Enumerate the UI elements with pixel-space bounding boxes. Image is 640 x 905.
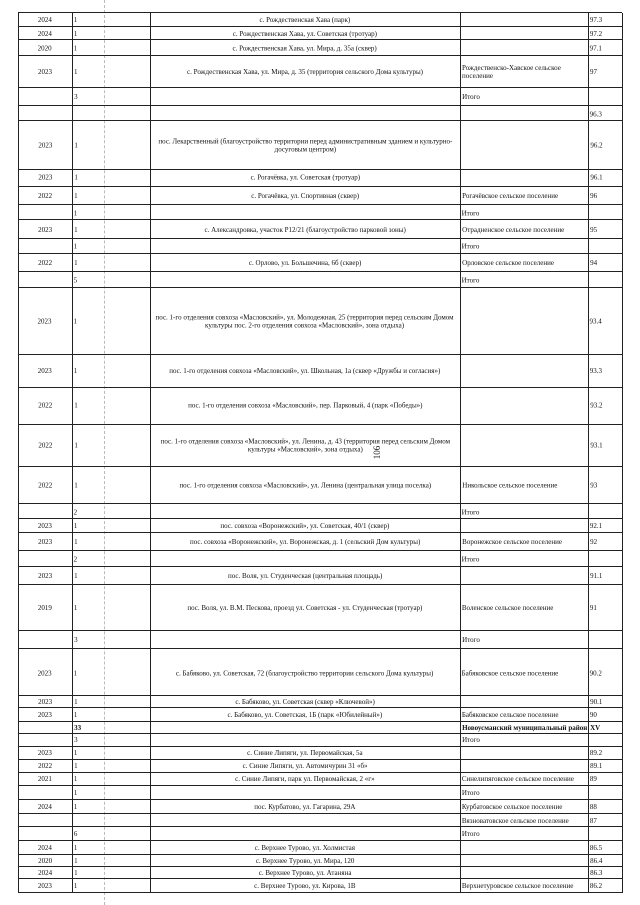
cell-num: 93.4 bbox=[589, 317, 603, 326]
cell-count: 1 bbox=[73, 402, 78, 411]
cell-count: 1 bbox=[73, 711, 78, 720]
cell-address: пос. 1-го отделения совхоза «Масловский», ул. Молодежная, 25 (территория перед сельским Домом культуры пос. 2-го отделения совхоза «Масловский», зона отдыха) bbox=[155, 313, 454, 330]
cell-num: 88 bbox=[589, 802, 597, 811]
cell-year: 2023 bbox=[37, 882, 52, 891]
cell-settlement: Итого bbox=[461, 507, 480, 516]
cell-year: 2023 bbox=[37, 522, 52, 531]
cell-count: 6 bbox=[73, 830, 78, 839]
cell-year: 2020 bbox=[37, 44, 52, 53]
cell-num: 96.3 bbox=[589, 109, 603, 118]
cell-count: 3 bbox=[73, 635, 78, 644]
cell-num: 86.4 bbox=[589, 856, 603, 865]
cell-num: 87 bbox=[589, 816, 597, 825]
cell-settlement: Бабяковское сельское поселение bbox=[461, 668, 559, 677]
cell-address: пос. Лекарственный (благоустройство территории перед административным зданием и культурно-досуговым центром) bbox=[157, 137, 452, 154]
cell-address: с. Бабяково, ул. Советская, 72 (благоустройство территории сельского Дома культуры) bbox=[176, 668, 434, 677]
cell-num: XV bbox=[589, 724, 601, 733]
cell-count: 1 bbox=[73, 208, 78, 217]
cell-settlement: Рогачёвское сельское поселение bbox=[461, 192, 558, 201]
cell-year: 2023 bbox=[37, 668, 52, 677]
cell-count: 1 bbox=[73, 192, 78, 201]
cell-address: с. Верхнее Турово, ул. Атаняна bbox=[258, 869, 352, 878]
cell-num: 91.1 bbox=[589, 571, 603, 580]
cell-settlement: Итого bbox=[461, 275, 480, 284]
cell-address: с. Синие Липяги, ул. Автомичурин 31 «б» bbox=[242, 762, 368, 771]
cell-settlement: Синелипяговское сельское поселение bbox=[461, 775, 575, 784]
cell-count: 1 bbox=[73, 869, 78, 878]
cell-year: 2022 bbox=[37, 481, 52, 490]
cell-num: 86.3 bbox=[589, 869, 603, 878]
cell-count: 2 bbox=[73, 555, 78, 563]
cell-count: 5 bbox=[73, 275, 78, 284]
cell-num: 86.2 bbox=[589, 882, 603, 891]
cell-count: 1 bbox=[73, 15, 78, 24]
cell-year: 2023 bbox=[37, 367, 52, 376]
cell-address: пос. 1-го отделения совхоза «Масловский», ул. Школьная, 1а (сквер «Дружбы и согласия») bbox=[169, 367, 441, 376]
cell-address: с. Рождественская Хава, ул. Мира, д. 35 (территория сельского Дома культуры) bbox=[187, 67, 423, 76]
cell-num: 91 bbox=[589, 603, 597, 612]
cell-year: 2023 bbox=[37, 174, 52, 183]
cell-settlement: Верхнетуровское сельское поселение bbox=[461, 882, 574, 891]
cell-num: 90.2 bbox=[589, 668, 603, 677]
cell-count: 1 bbox=[73, 174, 78, 183]
cell-count: 1 bbox=[73, 698, 78, 707]
cell-settlement: Рождественско-Хавское сельское поселение bbox=[461, 63, 561, 80]
cell-count: 1 bbox=[73, 225, 78, 234]
cell-num: 90.1 bbox=[589, 698, 603, 707]
cell-address: пос. Курбатово, ул. Гагарина, 29А bbox=[254, 802, 356, 811]
cell-year: 2023 bbox=[37, 225, 52, 234]
cell-settlement: Отрадненское сельское поселение bbox=[461, 225, 565, 234]
cell-num: 92 bbox=[589, 538, 597, 547]
cell-settlement: Итого bbox=[461, 830, 480, 839]
cell-year: 2022 bbox=[37, 192, 52, 201]
cell-settlement: Вязноватовское сельское поселение bbox=[461, 816, 569, 825]
cell-year: 2020 bbox=[37, 856, 52, 865]
cell-year: 2024 bbox=[37, 802, 52, 811]
cell-count: 1 bbox=[73, 141, 78, 150]
cell-address: пос. Воля, ул. В.М. Пескова, проезд ул. Советская - ул. Студенческая (тротуар) bbox=[187, 603, 423, 612]
cell-address: с. Орлово, ул. Большечина, 6б (сквер) bbox=[248, 259, 362, 268]
cell-count: 1 bbox=[73, 442, 78, 451]
cell-year: 2024 bbox=[37, 29, 52, 38]
cell-count: 1 bbox=[73, 44, 78, 53]
cell-address: с. Бабяково, ул. Советская (сквер «Ключевой») bbox=[235, 698, 375, 707]
cell-num: 89.1 bbox=[589, 762, 603, 771]
cell-address: с. Верхнее Турово, ул. Мира, 120 bbox=[255, 856, 355, 865]
cell-address: пос. 1-го отделения совхоза «Масловский», ул. Ленина (центральная улица поселка) bbox=[179, 481, 431, 490]
cell-count: 1 bbox=[73, 749, 78, 758]
cell-year: 2023 bbox=[37, 749, 52, 758]
cell-year: 2022 bbox=[37, 259, 52, 268]
cell-address: с. Рогачёвка, ул. Советская (тротуар) bbox=[250, 174, 360, 183]
cell-num: 97 bbox=[589, 67, 597, 76]
cell-address: пос. 1-го отделения совхоза «Масловский», пер. Парковый, 4 (парк «Победы») bbox=[187, 402, 423, 411]
cell-settlement: Итого bbox=[461, 242, 480, 251]
cell-address: с. Рождественская Хава, ул. Советская (тротуар) bbox=[232, 29, 378, 38]
cell-count: 1 bbox=[73, 856, 78, 865]
cell-count: 1 bbox=[73, 762, 78, 771]
cell-num: 93.3 bbox=[589, 367, 603, 376]
cell-address: пос. Воля, ул. Студенческая (центральная площадь) bbox=[227, 571, 383, 580]
cell-settlement: Итого bbox=[461, 789, 480, 798]
cell-settlement: Итого bbox=[461, 555, 480, 563]
cell-count: 1 bbox=[73, 538, 78, 547]
cell-settlement: Итого bbox=[461, 736, 480, 745]
cell-num: 96 bbox=[589, 192, 597, 201]
cell-count: 3 bbox=[73, 92, 78, 101]
cell-year: 2022 bbox=[37, 762, 52, 771]
cell-address: с. Рождественская Хава (парк) bbox=[259, 15, 351, 24]
cell-count: 1 bbox=[73, 882, 78, 891]
cell-settlement: Итого bbox=[461, 208, 480, 217]
cell-address: пос. совхоза «Воронежский», ул. Воронежская, д. 1 (сельский Дом культуры) bbox=[189, 538, 421, 547]
cell-count: 1 bbox=[73, 242, 78, 251]
cell-settlement: Бабяковское сельское поселение bbox=[461, 711, 559, 720]
cell-year: 2022 bbox=[37, 442, 52, 451]
cell-num: 92.1 bbox=[589, 522, 603, 531]
cell-address: с. Рождественская Хава, ул. Мира, д. 35а (сквер) bbox=[232, 44, 378, 53]
cell-address: с. Синие Липяги, парк ул. Первомайская, 2 «г» bbox=[235, 775, 375, 784]
cell-address: с. Верхнее Турово, ул. Холмистая bbox=[254, 844, 356, 852]
cell-count: 1 bbox=[73, 844, 78, 853]
cell-address: с. Рогачёвка, ул. Спортивная (сквер) bbox=[251, 192, 359, 201]
cell-count: 1 bbox=[73, 481, 78, 490]
cell-count: 1 bbox=[73, 317, 78, 326]
cell-num: 90 bbox=[589, 711, 597, 720]
cell-address: пос. совхоза «Воронежский», ул. Советская, 40/1 (сквер) bbox=[220, 522, 390, 531]
cell-count: 3 bbox=[73, 736, 78, 745]
cell-year: 2023 bbox=[37, 571, 52, 580]
cell-year: 2024 bbox=[37, 844, 52, 853]
cell-num: 95 bbox=[589, 225, 597, 234]
cell-num: 93.1 bbox=[589, 442, 603, 451]
page-number: 106 bbox=[372, 445, 382, 460]
cell-count: 33 bbox=[73, 724, 81, 733]
cell-num: 96.1 bbox=[589, 174, 603, 183]
cell-year: 2019 bbox=[37, 603, 52, 612]
cell-settlement: Курбатовское сельское поселение bbox=[461, 802, 563, 811]
cell-count: 1 bbox=[73, 571, 78, 580]
cell-year: 2023 bbox=[37, 711, 52, 720]
cell-count: 1 bbox=[73, 367, 78, 376]
cell-settlement: Итого bbox=[461, 92, 480, 101]
cell-address: с. Бабяково, ул. Советская, 1Б (парк «Юбилейный») bbox=[227, 711, 383, 720]
cell-count: 1 bbox=[73, 522, 78, 531]
cell-year: 2023 bbox=[37, 141, 52, 150]
cell-count: 1 bbox=[73, 29, 78, 38]
cell-settlement: Никольское сельское поселение bbox=[461, 481, 558, 490]
cell-num: 94 bbox=[589, 259, 597, 268]
cell-year: 2023 bbox=[37, 67, 52, 76]
cell-year: 2023 bbox=[37, 698, 52, 707]
cell-settlement: Воленское сельское поселение bbox=[461, 603, 554, 612]
cell-settlement: Орловское сельское поселение bbox=[461, 259, 554, 268]
cell-year: 2024 bbox=[37, 869, 52, 878]
cell-year: 2023 bbox=[37, 538, 52, 547]
cell-count: 1 bbox=[73, 259, 78, 268]
cell-settlement: Воронежское сельское поселение bbox=[461, 538, 562, 547]
cell-year: 2021 bbox=[37, 775, 52, 784]
cell-settlement: Новоусманский муниципальный район bbox=[461, 724, 588, 733]
cell-num: 93.2 bbox=[589, 402, 603, 411]
cell-num: 97.2 bbox=[589, 29, 603, 38]
cell-num: 93 bbox=[589, 481, 597, 490]
cell-year: 2022 bbox=[37, 402, 52, 411]
cell-count: 1 bbox=[73, 789, 78, 798]
cell-settlement: Итого bbox=[461, 635, 480, 644]
cell-count: 1 bbox=[73, 603, 78, 612]
cell-num: 97.1 bbox=[589, 44, 603, 53]
cell-num: 89.2 bbox=[589, 749, 603, 758]
cell-address: с. Синие Липяги, ул. Первомайская, 5а bbox=[247, 749, 363, 758]
cell-num: 89 bbox=[589, 775, 597, 784]
cell-count: 1 bbox=[73, 775, 78, 784]
cell-count: 1 bbox=[73, 668, 78, 677]
cell-year: 2023 bbox=[37, 317, 52, 326]
cell-count: 1 bbox=[73, 67, 78, 76]
cell-num: 86.5 bbox=[589, 844, 603, 853]
cell-year: 2024 bbox=[37, 15, 52, 24]
cell-count: 1 bbox=[73, 802, 78, 811]
cell-count: 2 bbox=[73, 507, 78, 516]
cell-num: 97.3 bbox=[589, 15, 603, 24]
cell-address: с. Верхнее Турово, ул. Кирова, 1В bbox=[254, 882, 356, 891]
cell-num: 96.2 bbox=[589, 141, 603, 150]
cell-address: с. Александровка, участок P12/21 (благоустройство парковой зоны) bbox=[204, 225, 406, 234]
cell-address: пос. 1-го отделения совхоза «Масловский», ул. Ленина, д. 43 (территория перед сельским Домом культуры «Масловский», зона отдыха) bbox=[160, 438, 450, 455]
